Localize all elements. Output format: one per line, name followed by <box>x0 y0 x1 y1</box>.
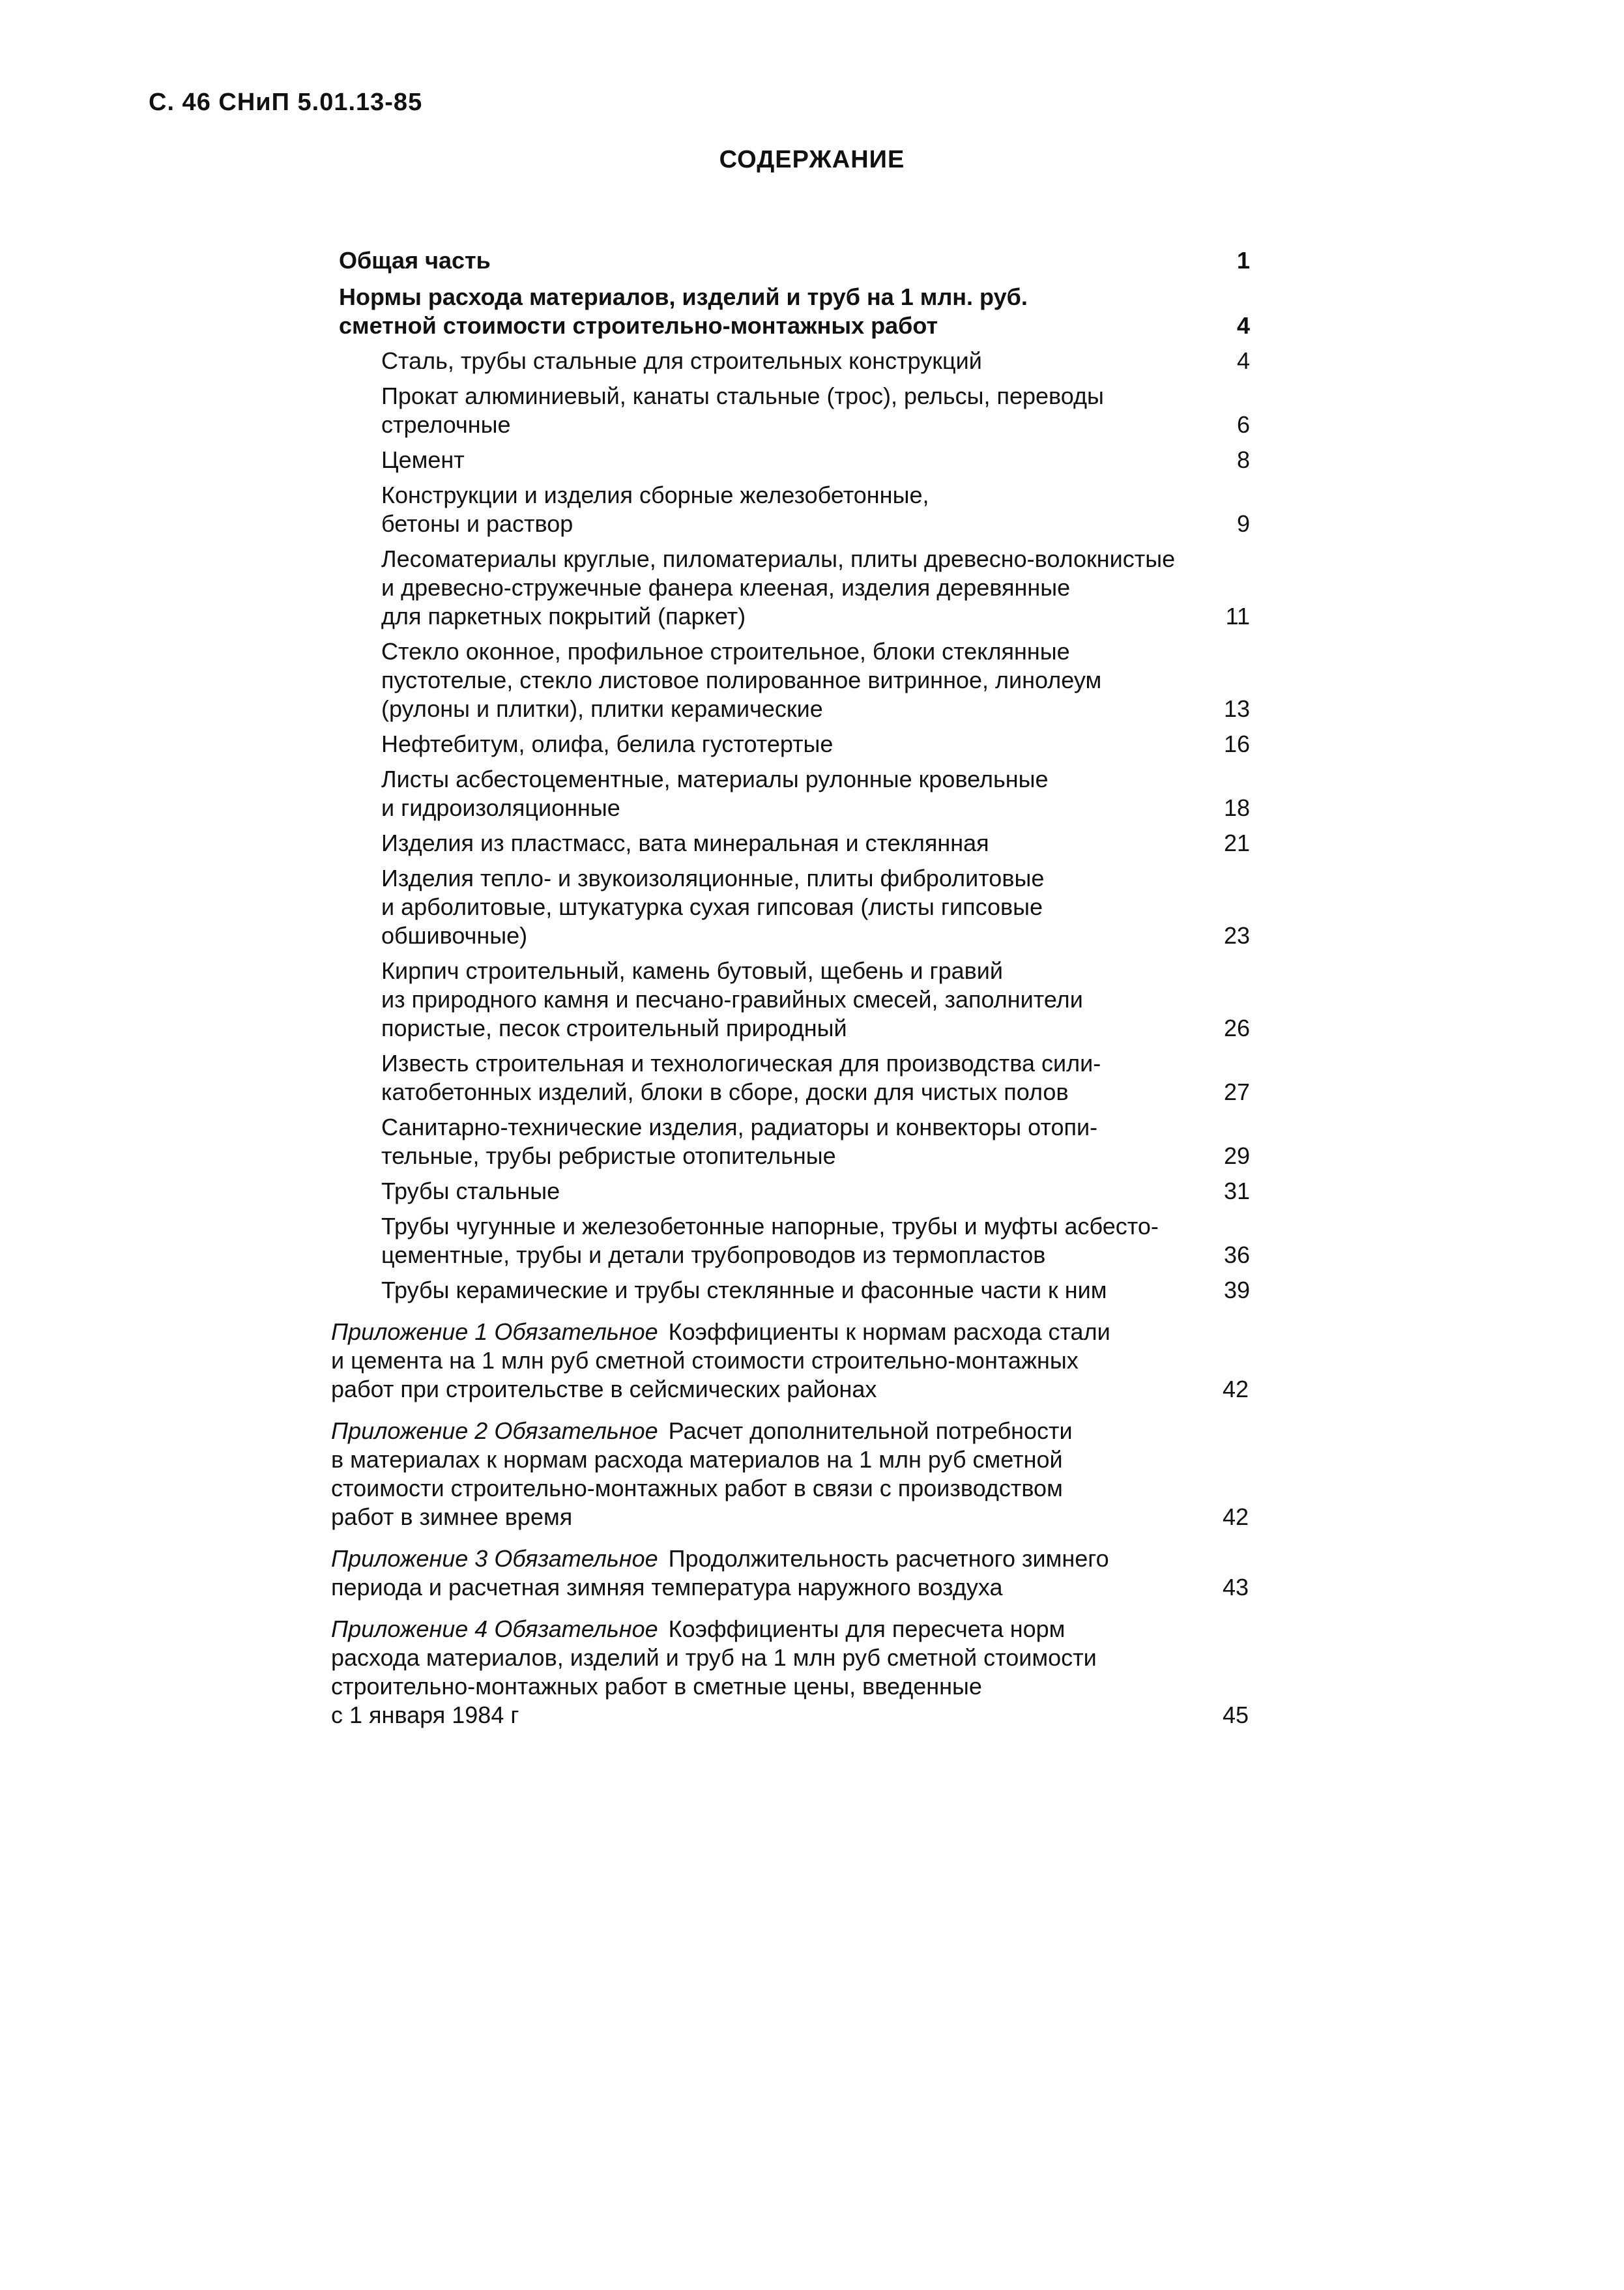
toc-entry-title <box>331 1318 1249 1404</box>
toc-entry-page: 43 <box>1222 1574 1249 1601</box>
toc-entry-lime[interactable] <box>381 1049 1250 1107</box>
toc-entry-appendix-4[interactable] <box>331 1615 1249 1730</box>
toc-entry-page: 42 <box>1222 1503 1249 1530</box>
toc-entry-plastics[interactable] <box>381 829 1250 858</box>
toc-entry-appendix-3[interactable] <box>331 1544 1249 1602</box>
toc-entry-cast-iron-pipes[interactable] <box>381 1212 1250 1269</box>
toc-entry-general[interactable] <box>339 246 1250 275</box>
toc-entry-page: 18 <box>1223 794 1250 821</box>
toc-entry-title: Прокат алюминиевый, канаты стальные (трос), рельсы, переводы стрелочные <box>381 383 1104 438</box>
toc-entry-title: Трубы стальные <box>381 1178 560 1204</box>
toc-entry-ceramic-pipes[interactable] <box>381 1276 1250 1305</box>
appendix-label: Приложение 4 Обязательное <box>331 1616 658 1642</box>
toc-entry-page: 8 <box>1236 446 1250 473</box>
appendix-label: Приложение 3 Обязательное <box>331 1545 658 1572</box>
toc-entry-glass[interactable] <box>381 637 1250 723</box>
toc-entry-insulation[interactable] <box>381 864 1250 950</box>
toc-entry-page: 42 <box>1222 1376 1249 1402</box>
toc-entry-asbestos[interactable] <box>381 765 1250 822</box>
toc-entry-title: Конструкции и изделия сборные железобетонные, бетоны и раствор <box>381 482 929 537</box>
toc-entry-page: 36 <box>1223 1241 1250 1268</box>
toc-entry-page: 9 <box>1236 510 1250 537</box>
toc-entry-title: Известь строительная и технологическая для производства сили- катобетонных изделий, блоки в сборе, доски для чистых полов <box>381 1050 1101 1105</box>
toc-entry-title: Нефтебитум, олифа, белила густотертые <box>381 731 834 757</box>
toc-entry-title: Сталь, трубы стальные для строительных конструкций <box>381 347 982 374</box>
appendix-label: Приложение 1 Обязательное <box>331 1318 658 1345</box>
page-title: СОДЕРЖАНИЕ <box>719 146 905 173</box>
toc-entry-title <box>331 1417 1249 1531</box>
toc-entry-page: 27 <box>1223 1079 1250 1105</box>
toc-entry-brick[interactable] <box>381 957 1250 1043</box>
toc-entry-title: Стекло оконное, профильное строительное, блоки стеклянные пустотелые, стекло листовое полированное витринное, линолеум (рулоны и плитки), плитки керамические <box>381 638 1102 722</box>
toc-entry-title: Изделия тепло- и звукоизоляционные, плиты фибролитовые и арболитовые, штукатурка сухая гипсовая (листы гипсовые обшивочные) <box>381 865 1045 949</box>
toc-entry-page: 4 <box>1236 347 1250 374</box>
toc-entry-title: Трубы чугунные и железобетонные напорные, трубы и муфты асбесто- цементные, трубы и детали трубопроводов из термопластов <box>381 1213 1159 1268</box>
toc-entry-title: Изделия из пластмасс, вата минеральная и стеклянная <box>381 830 989 856</box>
toc-entry-appendix-1[interactable] <box>331 1318 1249 1404</box>
toc-entry-page: 21 <box>1223 830 1250 856</box>
toc-entry-title: Лесоматериалы круглые, пиломатериалы, плиты древесно-волокнистые и древесно-стружечные фанера клееная, изделия деревянные для паркетных покрытий (паркет) <box>381 545 1176 630</box>
toc-entry-bitumen[interactable] <box>381 730 1250 759</box>
toc-entry-page: 45 <box>1222 1702 1249 1728</box>
toc-entry-cement[interactable] <box>381 446 1250 474</box>
appendix-title: Продолжительность расчетного зимнего периода и расчетная зимняя температура наружного воздуха <box>331 1545 1109 1601</box>
toc-entry-steel-pipes[interactable] <box>381 1177 1250 1206</box>
toc-entry-page: 31 <box>1223 1178 1250 1204</box>
toc-entry-norms[interactable] <box>339 283 1250 340</box>
toc-entry-title: Цемент <box>381 446 465 473</box>
toc-entry-steel[interactable] <box>381 347 1250 375</box>
toc-entry-title: Трубы керамические и трубы стеклянные и фасонные части к ним <box>381 1277 1107 1303</box>
toc-entry-page: 11 <box>1225 603 1250 630</box>
toc-entry-page: 39 <box>1223 1277 1250 1303</box>
running-head: С. 46 СНиП 5.01.13-85 <box>149 89 423 116</box>
toc-entry-page: 29 <box>1223 1142 1250 1169</box>
appendix-title: Коэффициенты для пересчета норм расхода материалов, изделий и труб на 1 млн руб сметной стоимости строительно-монтажных работ в сметные цены, введенные с 1 января 1984 г <box>331 1616 1097 1728</box>
toc-entry-appendix-2[interactable] <box>331 1417 1249 1531</box>
toc-entry-title: Санитарно-технические изделия, радиаторы и конвекторы отопи- тельные, трубы ребристые отопительные <box>381 1114 1098 1169</box>
toc-entry-page: 23 <box>1223 922 1250 949</box>
toc-entry-page: 4 <box>1236 312 1250 339</box>
appendix-title: Расчет дополнительной потребности в материалах к нормам расхода материалов на 1 млн руб сметной стоимости строительно-монтажных работ в связи с производством работ в зимнее время <box>331 1417 1073 1530</box>
toc-entry-title: Листы асбестоцементные, материалы рулонные кровельные и гидроизоляционные <box>381 766 1049 821</box>
toc-entry-page: 26 <box>1223 1015 1250 1041</box>
toc-entry-page: 16 <box>1223 731 1250 757</box>
toc-entry-title: Кирпич строительный, камень бутовый, щебень и гравий из природного камня и песчано-гравийных смесей, заполнители пористые, песок строительный природный <box>381 957 1083 1041</box>
toc-entry-timber[interactable] <box>381 545 1250 631</box>
toc-entry-concrete[interactable] <box>381 481 1250 538</box>
toc-entry-title: Нормы расхода материалов, изделий и труб на 1 млн. руб. сметной стоимости строительно-монтажных работ <box>339 283 1028 339</box>
toc-entry-title: Общая часть <box>339 247 491 274</box>
appendix-title: Коэффициенты к нормам расхода стали и цемента на 1 млн руб сметной стоимости строительно-монтажных работ при строительстве в сейсмических районах <box>331 1318 1110 1402</box>
toc-entry-title <box>331 1544 1249 1602</box>
toc-entry-page: 1 <box>1236 247 1250 274</box>
toc-entry-page: 6 <box>1236 411 1250 438</box>
toc-entry-page: 13 <box>1223 695 1250 722</box>
appendix-label: Приложение 2 Обязательное <box>331 1417 658 1444</box>
table-of-contents <box>0 246 1624 1730</box>
toc-entry-title <box>331 1615 1249 1730</box>
toc-entry-sanitary[interactable] <box>381 1113 1250 1170</box>
toc-entry-aluminum[interactable] <box>381 382 1250 439</box>
